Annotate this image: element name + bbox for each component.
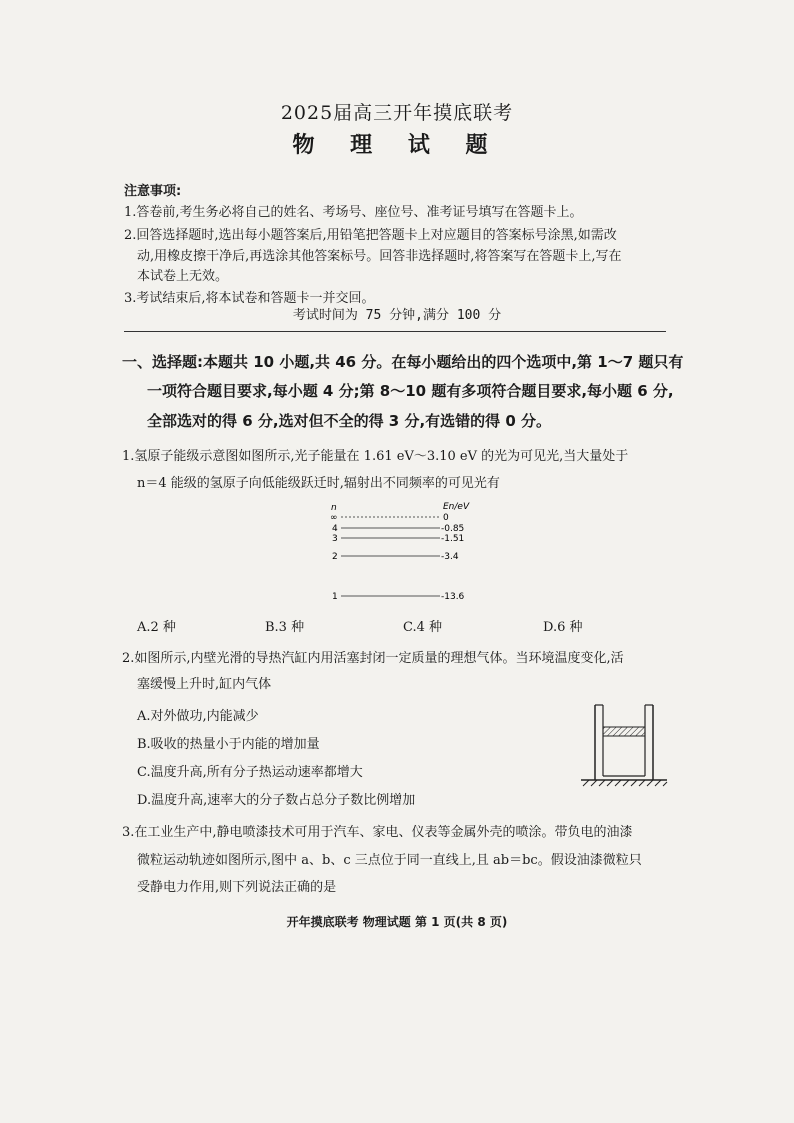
option-d: D.6 种 [543,620,583,635]
energy-level-diagram [325,498,485,608]
section-instructions: 一、选择题:本题共 10 小题,共 46 分。在每小题给出的四个选项中,第 1～7 题只有 [122,353,684,371]
option-a: A.2 种 [137,620,176,635]
question-3-text: 3.在工业生产中,静电喷漆技术可用于汽车、家电、仪表等金属外壳的喷涂。带负电的油漆 [122,825,633,840]
option-b: B.3 种 [265,620,305,635]
option-d: D.温度升高,速率大的分子数占总分子数比例增加 [137,793,416,808]
n-axis-label: n [331,503,337,513]
question-2-text: 2.如图所示,内壁光滑的导热汽缸内用活塞封闭一定质量的理想气体。当环境温度变化,活 [122,651,624,666]
subject-title: 物 理 试 题 [292,133,502,158]
option-c: C.温度升高,所有分子热运动速率都增大 [137,765,363,780]
note-line: 本试卷上无效。 [137,269,229,284]
level-n-4: 4 [332,524,338,534]
option-a: A.对外做功,内能减少 [137,709,259,724]
level-n-3: 3 [332,534,338,544]
level-e-4: -0.85 [441,524,465,534]
note-line: 1.答卷前,考生务必将自己的姓名、考场号、座位号、准考证号填写在答题卡上。 [124,205,583,220]
level-n-2: 2 [332,552,338,562]
level-e-3: -1.51 [441,534,465,544]
level-n-1: 1 [332,592,338,602]
question-1-text: n＝4 能级的氢原子向低能级跃迁时,辐射出不同频率的可见光有 [137,476,500,491]
note-line: 动,用橡皮擦干净后,再选涂其他答案标号。回答非选择题时,将答案写在答题卡上,写在 [137,249,622,264]
question-1-text: 1.氢原子能级示意图如图所示,光子能量在 1.61 eV～3.10 eV 的光为可见光,当大量处于 [122,449,629,464]
section-instructions: 一项符合题目要求,每小题 4 分;第 8～10 题有多项符合题目要求,每小题 6 分, [147,382,674,400]
option-b: B.吸收的热量小于内能的增加量 [137,737,320,752]
exam-time: 考试时间为 75 分钟,满分 100 分 [292,308,502,323]
level-n-inf: ∞ [330,513,338,523]
level-e-1: -13.6 [441,592,465,602]
note-line: 2.回答选择题时,选出每小题答案后,用铅笔把答题卡上对应题目的答案标号涂黑,如需改 [124,228,617,243]
energy-axis-label: En/eV [443,502,470,512]
question-3-text: 微粒运动轨迹如图所示,图中 a、b、c 三点位于同一直线上,且 ab＝bc。假设油漆微粒只 [137,853,642,868]
section-instructions: 全部选对的得 6 分,选对但不全的得 3 分,有选错的得 0 分。 [147,412,552,430]
option-c: C.4 种 [403,620,443,635]
cylinder-piston-diagram [575,700,670,795]
level-e-inf: 0 [443,513,449,523]
notes-heading: 注意事项: [124,184,182,199]
exam-title: 2025届高三开年摸底联考 [280,102,514,124]
divider [124,331,666,332]
level-e-2: -3.4 [441,552,459,562]
ground-hatch [583,780,667,786]
question-2-text: 塞缓慢上升时,缸内气体 [137,677,272,692]
piston [603,727,645,736]
question-3-text: 受静电力作用,则下列说法正确的是 [137,880,337,895]
note-line: 3.考试结束后,将本试卷和答题卡一并交回。 [124,291,375,306]
page-footer: 开年摸底联考 物理试题 第 1 页(共 8 页) [286,915,508,929]
